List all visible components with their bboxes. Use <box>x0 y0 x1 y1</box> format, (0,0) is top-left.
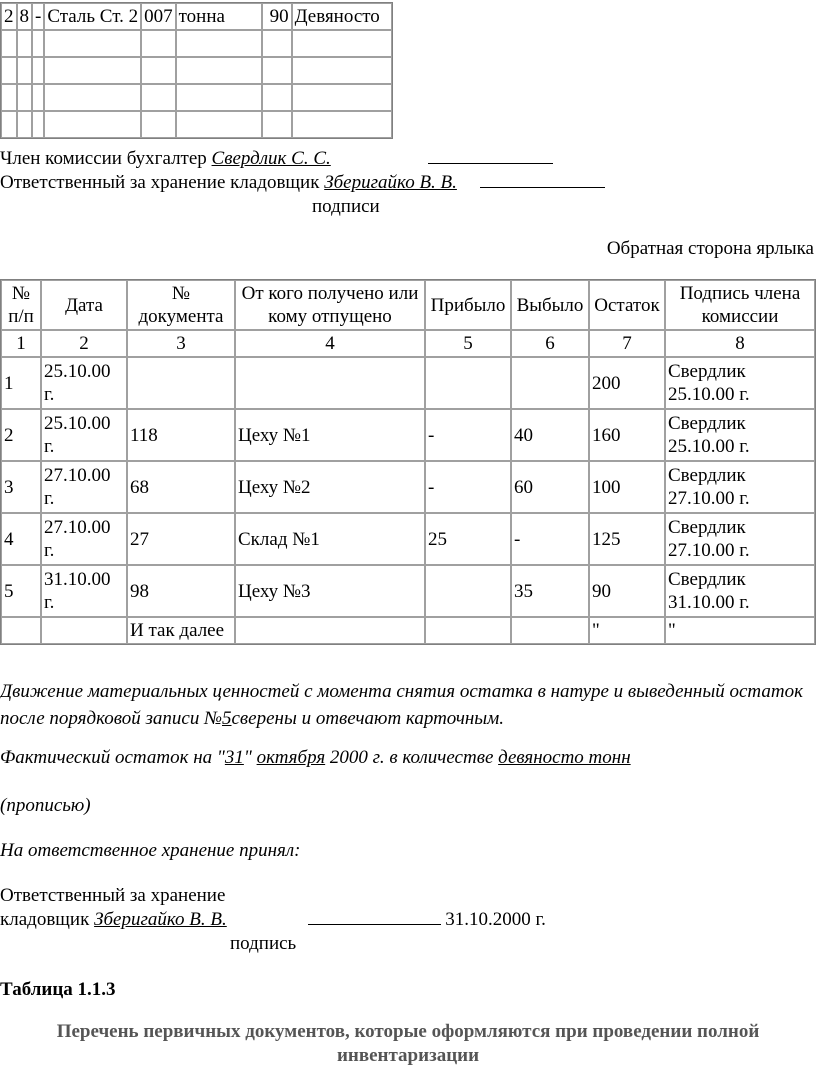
table-cell: 31.10.00 г. <box>41 565 127 617</box>
table-cell <box>425 565 511 617</box>
table-row <box>1 513 815 565</box>
table-cell: 27.10.00 г. <box>41 461 127 513</box>
table-cell: 35 <box>511 565 589 617</box>
table-cell <box>425 617 511 644</box>
table-cell <box>425 357 511 409</box>
header-cell: Остаток <box>589 280 665 330</box>
table-row <box>1 617 815 644</box>
table-cell: 100 <box>589 461 665 513</box>
header-cell: Прибыло <box>425 280 511 330</box>
table-cell: 2 <box>1 409 41 461</box>
table-cell <box>1 617 41 644</box>
table-cell: 27.10.00 г. <box>41 513 127 565</box>
table-row <box>1 57 392 84</box>
table-cell: " <box>589 617 665 644</box>
header-cell: № документа <box>127 280 235 330</box>
table-cell: Цеху №1 <box>235 409 425 461</box>
table-cell <box>235 617 425 644</box>
table-cell: 27 <box>127 513 235 565</box>
header-cell: Подпись члена комиссии <box>665 280 815 330</box>
table-cell: 160 <box>589 409 665 461</box>
table-header-row <box>1 280 815 330</box>
table-cell: 118 <box>127 409 235 461</box>
list-title: Перечень первичных документов, которые оформляются при проведении полной инвентаризации <box>56 1021 760 1066</box>
table-cell: тонна <box>176 3 262 30</box>
table-cell <box>511 617 589 644</box>
signature-line <box>480 186 605 188</box>
table-cell: - <box>425 409 511 461</box>
table-cell: 1 <box>1 357 41 409</box>
table-cell: 25.10.00 г. <box>41 409 127 461</box>
in-words-note: (прописью) <box>0 795 91 816</box>
table-cell: 200 <box>589 357 665 409</box>
table-cell: 125 <box>589 513 665 565</box>
signatures-caption: подписи <box>312 196 380 217</box>
table-row <box>1 461 815 513</box>
table-cell <box>41 617 127 644</box>
table-cell <box>235 357 425 409</box>
table-cell: Свердлик 25.10.00 г. <box>665 357 815 409</box>
header-cell: От кого получено или кому отпущено <box>235 280 425 330</box>
table-row <box>1 111 392 138</box>
table-row <box>1 565 815 617</box>
final-signature: Ответственный за хранение кладовщик Зберигайко В. В. 31.10.2000 г. подпись <box>0 885 546 954</box>
table-caption: Таблица 1.1.3 <box>0 979 116 1000</box>
table-cell: Девяносто <box>292 3 392 30</box>
signature-line <box>428 162 553 164</box>
table-cell: 007 <box>141 3 176 30</box>
table-cell: - <box>32 3 44 30</box>
table-cell: 68 <box>127 461 235 513</box>
table-cell <box>511 357 589 409</box>
table-cell: Свердлик 31.10.00 г. <box>665 565 815 617</box>
table-cell: 98 <box>127 565 235 617</box>
table-cell: 3 <box>1 461 41 513</box>
responsible-name: Зберигайко В. В. <box>324 172 457 193</box>
ledger-body <box>1 357 815 644</box>
table-cell: И так далее <box>127 617 235 644</box>
table-cell: Свердлик 25.10.00 г. <box>665 409 815 461</box>
header-cell: Выбыло <box>511 280 589 330</box>
table-cell: Свердлик 27.10.00 г. <box>665 513 815 565</box>
table-cell: 8 <box>17 3 33 30</box>
accepted-note: На ответственное хранение принял: <box>0 840 301 861</box>
actual-balance: Фактический остаток на "31" октября 2000 г. в количестве девяносто тонн <box>0 747 631 768</box>
table-row <box>1 409 815 461</box>
header-cell: Дата <box>41 280 127 330</box>
header-cell: № п/п <box>1 280 41 330</box>
table-cell: 25 <box>425 513 511 565</box>
column-numbers-row: 1 2 3 4 5 6 7 8 <box>1 330 815 357</box>
table-cell: 40 <box>511 409 589 461</box>
table-cell: Цеху №2 <box>235 461 425 513</box>
table-cell: 5 <box>1 565 41 617</box>
ledger-table <box>0 279 816 645</box>
table-cell: 90 <box>589 565 665 617</box>
table-cell: Склад №1 <box>235 513 425 565</box>
commission-block <box>0 147 605 219</box>
member-line: Член комиссии бухгалтер Свердлик С. С. <box>0 147 605 171</box>
table-cell: Цеху №3 <box>235 565 425 617</box>
table-row <box>1 357 815 409</box>
table-cell: 2 <box>1 3 17 30</box>
signature-line <box>308 923 441 925</box>
member-name: Свердлик С. С. <box>211 148 331 169</box>
reverse-side-title: Обратная сторона ярлыка <box>606 238 814 259</box>
table-cell: 4 <box>1 513 41 565</box>
table-cell: 90 <box>262 3 292 30</box>
table-cell: - <box>511 513 589 565</box>
top-table <box>0 2 393 139</box>
table-cell <box>127 357 235 409</box>
table-cell: " <box>665 617 815 644</box>
table-cell: - <box>425 461 511 513</box>
table-cell: Сталь Ст. 2 <box>44 3 141 30</box>
table-cell: Свердлик 27.10.00 г. <box>665 461 815 513</box>
responsible-line: Ответственный за хранение кладовщик Зберигайко В. В. <box>0 171 605 195</box>
table-row <box>1 84 392 111</box>
movement-statement: Движение материальных ценностей с момента снятия остатка в натуре и выведенный остаток после порядковой записи №5сверены и отвечают карточным. <box>0 681 803 729</box>
storekeeper-name: Зберигайко В. В. <box>94 909 227 930</box>
table-cell: 25.10.00 г. <box>41 357 127 409</box>
table-cell: 60 <box>511 461 589 513</box>
table-row <box>1 30 392 57</box>
table-row <box>1 3 392 30</box>
